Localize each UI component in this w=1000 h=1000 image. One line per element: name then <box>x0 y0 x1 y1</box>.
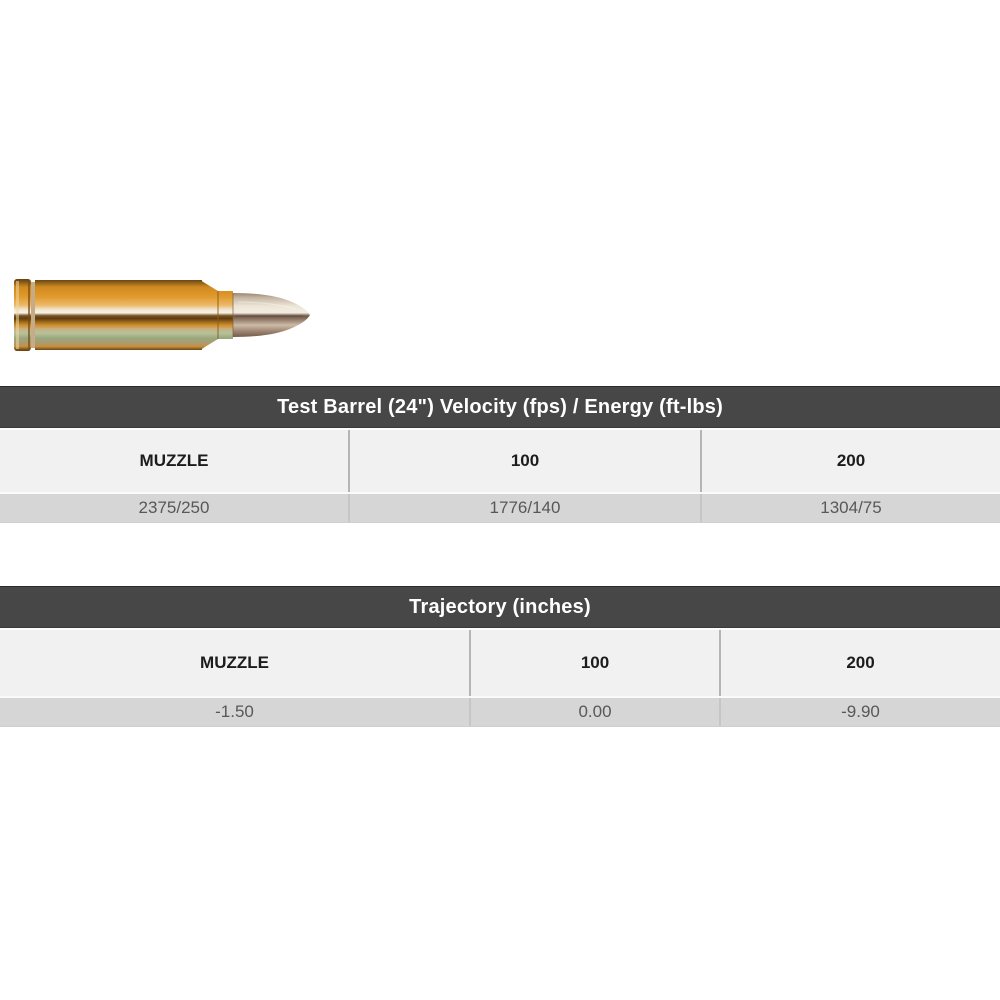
velocity-energy-table <box>0 386 1000 523</box>
column-header-200yd: 200 <box>700 430 1000 492</box>
cell-100yd-velocity-energy: 1776/140 <box>348 494 700 522</box>
cell-200yd-trajectory: -9.90 <box>719 698 1000 726</box>
column-header-100yd: 100 <box>469 630 719 696</box>
table-row <box>0 696 1000 727</box>
table-title: Trajectory (inches) <box>0 586 1000 628</box>
trajectory-table <box>0 586 1000 727</box>
cartridge-bullet <box>233 293 310 337</box>
cell-muzzle-velocity-energy: 2375/250 <box>138 498 210 517</box>
table-row <box>0 492 1000 523</box>
table-title: Test Barrel (24") Velocity (fps) / Energy (ft-lbs) <box>0 386 1000 428</box>
cell-100yd-trajectory: 0.00 <box>469 698 719 726</box>
cartridge-case <box>35 280 202 350</box>
column-header-200yd: 200 <box>719 630 1000 696</box>
cartridge-product-image <box>14 278 310 352</box>
cell-muzzle-trajectory: -1.50 <box>215 702 254 721</box>
column-header-muzzle: MUZZLE <box>200 653 269 672</box>
column-header-row <box>0 628 1000 696</box>
column-header-row <box>0 428 1000 492</box>
cell-200yd-velocity-energy: 1304/75 <box>700 494 1000 522</box>
column-header-100yd: 100 <box>348 430 700 492</box>
cartridge-neck <box>218 291 233 339</box>
column-header-muzzle: MUZZLE <box>139 451 209 470</box>
